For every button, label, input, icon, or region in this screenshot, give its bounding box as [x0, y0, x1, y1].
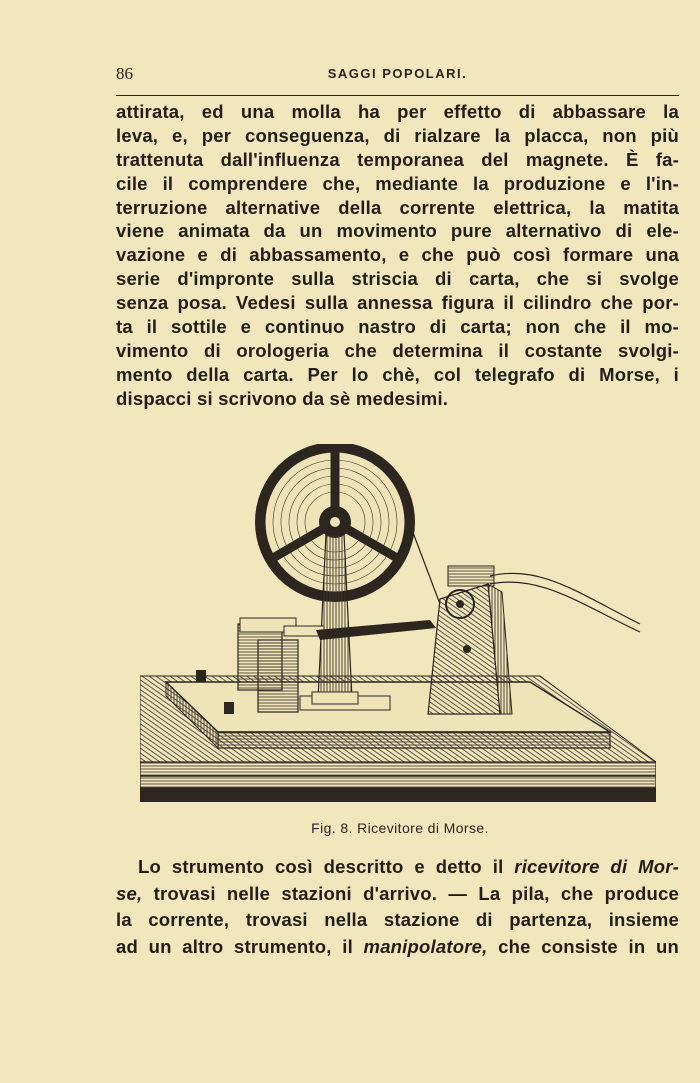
text-line: ta il sottile e continuo nastro di carta; non che il mo-	[116, 316, 679, 338]
italic-term: se,	[116, 882, 143, 904]
text-line: senza posa. Vedesi sulla annessa figura il cilindro che por-	[116, 292, 679, 314]
text-span: Lo strumento così descritto e detto il	[138, 856, 515, 877]
italic-term: manipolatore,	[363, 935, 488, 957]
text-line: attirata, ed una molla ha per effetto di abbassare la	[116, 101, 679, 122]
text-line: dispacci si scrivono da sè medesimi.	[116, 387, 449, 409]
paragraph-2	[116, 854, 679, 960]
text-line: vazione e di abbassamento, e che può così formare una	[116, 244, 679, 266]
base-board	[166, 682, 610, 748]
text-line: mento della carta. Per lo chè, col telegrafo di Morse, i	[116, 363, 679, 385]
text-line: cile il comprendere che, mediante la produzione e l'in-	[116, 172, 679, 194]
text-line: trattenuta dall'influenza temporanea del magnete. È fa-	[116, 148, 679, 170]
text-line	[116, 881, 679, 908]
text-line: vimento di orologeria che determina il costante svolgi-	[116, 339, 679, 361]
text-line: viene animata da un movimento pure alternativo di ele-	[116, 220, 679, 242]
text-line	[116, 934, 679, 961]
paragraph-1	[116, 100, 679, 411]
page-header	[116, 64, 679, 86]
text-line	[116, 854, 679, 881]
page-number: 86	[116, 64, 133, 83]
text-line: leva, e, per conseguenza, di rialzare la placca, non più	[116, 124, 679, 146]
italic-term: ricevitore di Mor-	[514, 856, 679, 877]
text-line: serie d'impronte sulla striscia di carta, che si svolge	[116, 268, 679, 290]
figure-caption: Fig. 8. Ricevitore di Morse.	[311, 820, 489, 836]
text-line: terruzione alternative della corrente elettrica, la matita	[116, 196, 679, 218]
text-line: la corrente, trovasi nella stazione di partenza, insieme	[116, 909, 679, 930]
text-span: ad un altro strumento, il	[116, 935, 364, 957]
header-rule	[116, 95, 679, 96]
running-head: SAGGI POPOLARI.	[327, 66, 468, 81]
morse-receiver-illustration	[140, 444, 656, 806]
text-span: che consiste in un	[487, 935, 679, 957]
paper-strip	[490, 573, 640, 632]
text-span: trovasi nelle stazioni d'arrivo. — La pila, che produce	[142, 882, 679, 904]
